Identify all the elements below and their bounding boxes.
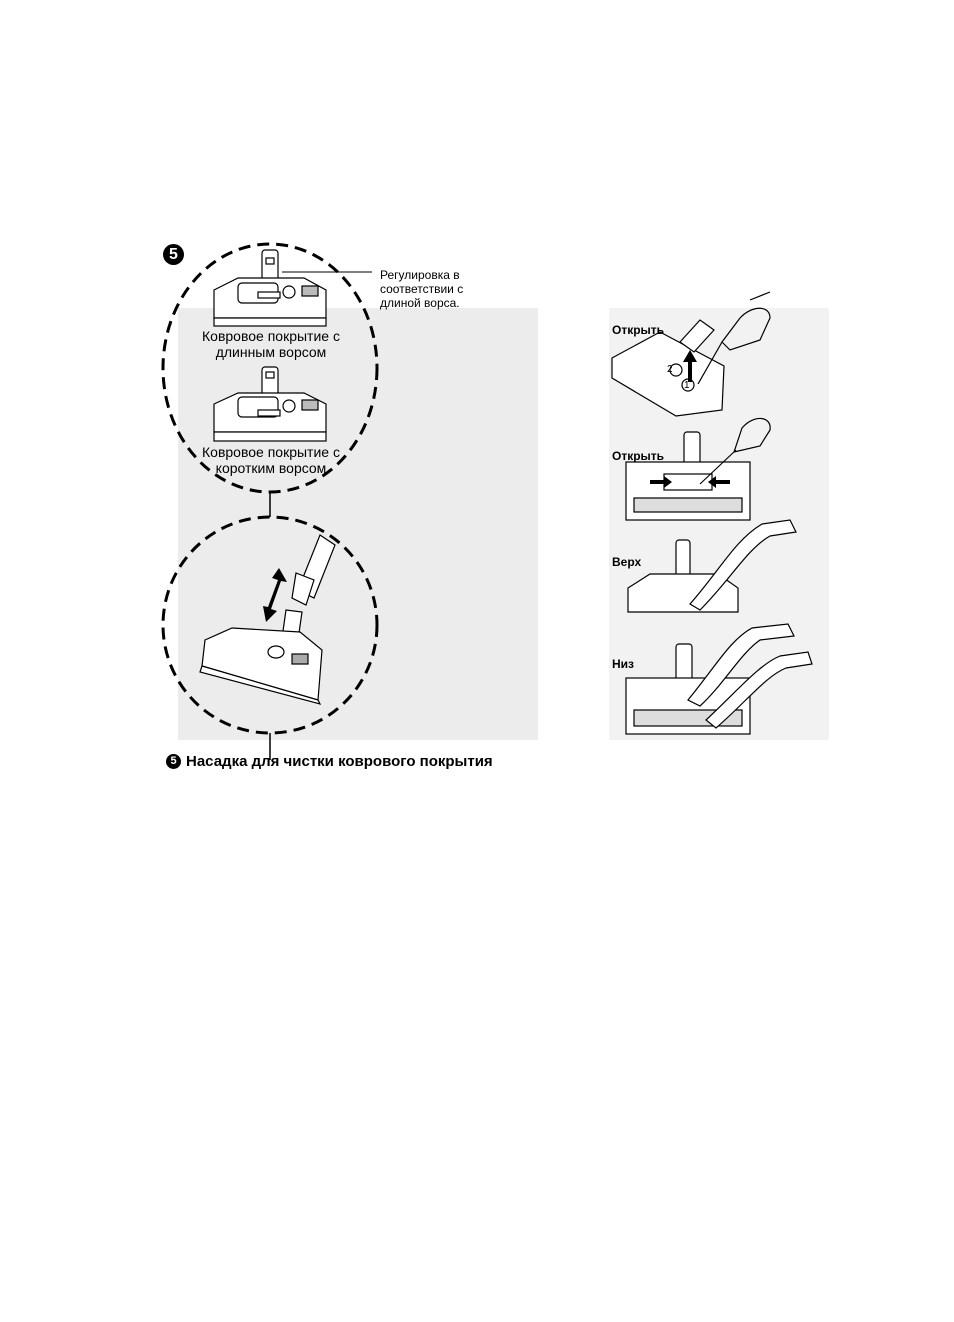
step-five-badge: 5: [163, 244, 184, 265]
hose-icon: [690, 520, 796, 610]
adjust-note: Регулировка в соответствии с длиной ворса.: [380, 268, 464, 310]
step-number-2: 2: [667, 364, 673, 375]
step-top-label: Верх: [612, 555, 642, 569]
section-number-badge: 5: [166, 754, 181, 769]
short-pile-caption: Ковровое покрытие с коротким ворсом: [202, 444, 340, 476]
carpet-nozzle-icon: [200, 610, 322, 704]
long-pile-caption: Ковровое покрытие с длинным ворсом: [202, 328, 340, 360]
section-title: [166, 753, 493, 770]
carpet-nozzle-icon: [214, 367, 326, 441]
carpet-nozzle-icon: [214, 250, 326, 326]
step-bottom-label: Низ: [612, 657, 635, 671]
section-title-text: Насадка для чистки коврового покрытия: [186, 753, 493, 770]
carpet-nozzle-icon: [626, 432, 750, 520]
step-open-label-1: Открыть: [612, 323, 665, 337]
step-number-1: 1: [684, 380, 690, 391]
double-arrow-icon: [263, 568, 287, 622]
bottom-dashed-oval: [163, 517, 377, 733]
step-open-label-2: Открыть: [612, 449, 665, 463]
tube-icon: [292, 535, 335, 605]
